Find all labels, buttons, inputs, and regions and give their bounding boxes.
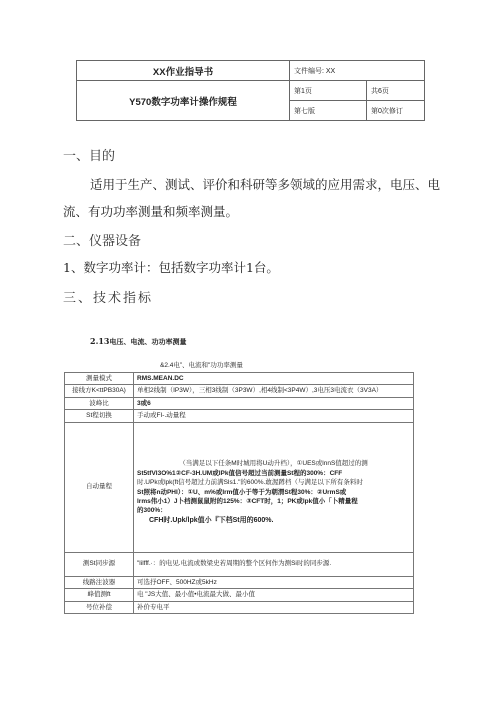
table-row [65,373,414,385]
spec-key: 线路注波器 [65,576,134,588]
auto-line: 的300%： [137,507,167,515]
doc-number: 文件编号: XX [290,61,425,81]
auto-line: St5tfVl3O%1②CF-3H.UM或lPk值信号超过当前测量St程的300%：CFF [137,469,343,477]
spec-key: 峰值测ft [65,589,134,601]
table-row [65,601,414,613]
table-row [65,552,414,576]
page-number: 第1页 [290,81,367,101]
spec-value: 单相2线制（IP3W），三相3线制（3P3W）,相4线制<3P4W）,3电压3电流衣（3V3A） [134,385,414,397]
spec-value: 3或6 [134,397,414,409]
spec-value: 电 "JS大值、最小值•电流最大做、最小值 [134,589,414,601]
spec-key: 自动量程 [65,422,134,552]
spec-value: RMS.MEAN.DC [134,373,414,385]
auto-line: St照将n动PHI）：①U、m%或lrm值小于等于为朝渭St程30%：②UrmS或 [137,488,347,496]
total-pages: 共6页 [367,81,425,101]
spec-key: 号位补偿 [65,601,134,613]
table-row [65,410,414,422]
equipment-item: 1、数字功率计：包括数字功率计1台。 [63,260,279,275]
spec-value: "lilfff.·：的电见.电流或数梁史若周期的整个区何作为测Si时的同步源. [134,552,414,576]
table-row [65,576,414,588]
header-table [76,60,425,121]
spec-key: St程切换 [65,410,134,422]
table-row [65,397,414,409]
purpose-paragraph-line2: 流、有功功率测量和频率测量。 [63,204,239,219]
table-row [65,385,414,397]
spec-key: 测量模式 [65,373,134,385]
spec-value: 手动或FI-.动量程 [134,410,414,422]
subsection-heading [90,336,186,347]
spec-key: 测St同步源 [65,552,134,576]
auto-line: lrms伟小1）J卜档测鼠鼠附的125%：③CFT时，1；PK或lpk值小「卜精量程 [137,498,358,506]
purpose-paragraph-line1: 适用于生产、测试、评价和科研等多领域的应用需求，电压、电 [90,177,441,192]
section-purpose-heading: 一、目的 [63,149,116,164]
table-row [65,422,414,552]
spec-table [64,372,414,614]
auto-line: CFH时.Upk/lpk值小『下档St用的600%. [149,516,274,524]
auto-line: （当满足以下任条M时城用将U动升档），①UES或lnnS值超过的测 [179,460,368,468]
subsection-number: 2.13 [90,336,110,346]
auto-range-description [134,422,414,552]
section-specs-heading: 三、技术指标 [63,291,154,306]
spec-key: 波峰比 [65,397,134,409]
spec-value: 可选抒OFF、500HZ或5kHz [134,576,414,588]
spec-value: 补价专电平 [134,601,414,613]
table-caption: &2.4电”、电流和"功功率测量 [160,362,243,369]
doc-title: XX作业指导书 [77,61,290,81]
table-row [65,589,414,601]
auto-line: 时.UPk或lpk(ft信号超过力前满Sls1."的600%.敢渥蹲档（与满足以下所有条料时 [137,479,363,487]
spec-key: 接线方K<ttPB30A) [65,385,134,397]
revision: 第0次修订 [367,101,425,121]
section-equipment-heading: 二、仪器设备 [63,234,142,249]
subsection-text: 电压、电流、功功率测量 [109,339,187,346]
doc-subtitle: Y570数字功率计操作规程 [77,81,290,121]
edition: 第七版 [290,101,367,121]
